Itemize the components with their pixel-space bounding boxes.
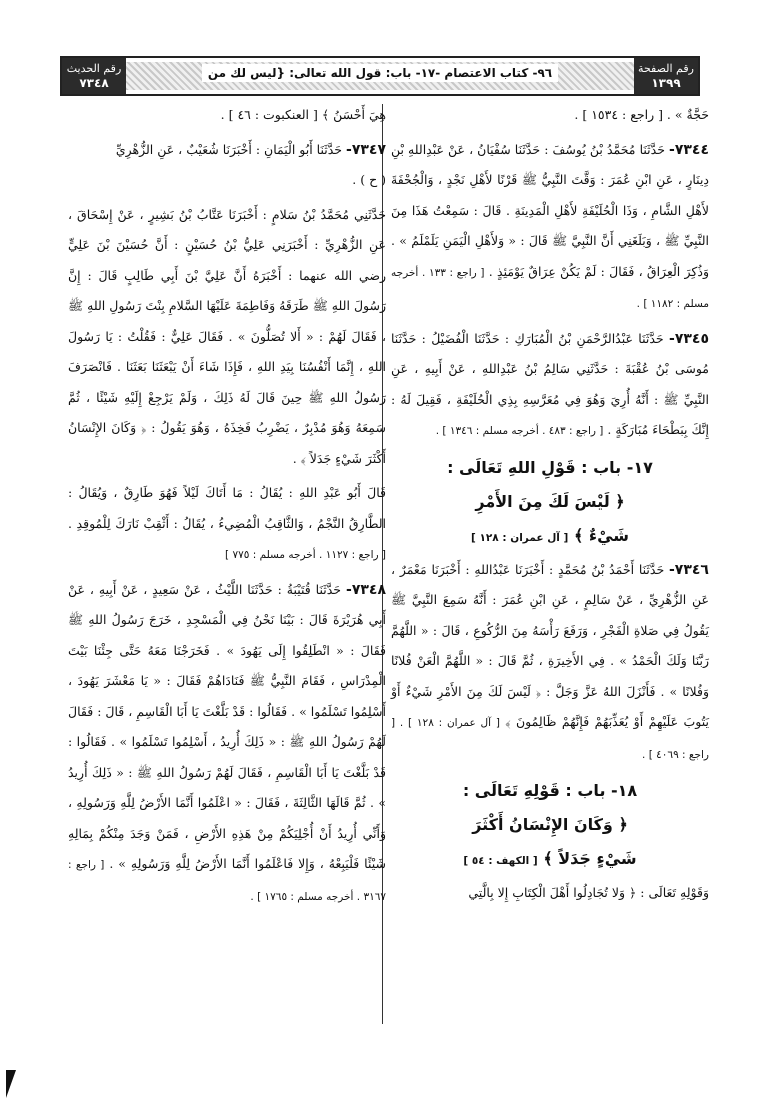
hadith-7348: [68, 575, 386, 913]
left-column: [68, 100, 386, 916]
hadith-number: ٧٣٤٨: [79, 76, 109, 90]
hadith-text-7347a: حَدَّثَنَا أَبُو الْيَمَانِ : أَخْبَرَنَا شُعَيْبٌ ، عَنِ الزُّهْرِيِّ: [115, 141, 343, 157]
corner-mark: [6, 1070, 16, 1098]
hadith-ref-7344: [ راجع : ١٣٣ . أخرجه مسلم : ١١٨٢ ] .: [391, 266, 709, 310]
abu-abdillah-note: [68, 478, 386, 571]
bab-18-verse-line1: ﴿ وَكَانَ الإِنْسَانُ أَكْثَرَ: [472, 815, 628, 834]
hadith-number-7348: ٧٣٤٨-: [346, 581, 386, 598]
abu-abdillah-ref: [ راجع : ١١٢٧ . أخرجه مسلم : ٧٧٥ ]: [225, 549, 386, 561]
bab-17-title: ١٧- باب : قَوْلِ اللهِ تَعَالَى :: [447, 457, 653, 477]
hadith-7347-ha: ( ح ) .: [352, 172, 386, 187]
right-column: [391, 100, 709, 909]
hadith-text-7346: حَدَّثَنَا أَحْمَدُ بْنُ مُحَمَّدٍ : أَخْبَرَنَا عَبْدُاللهِ : أَخْبَرَنَا مَعْمَرٌ ، عَنِ الزُّهْرِيِّ ، عَنْ سَالِمٍ ، عَنِ ابْنِ عُمَرَ : أَنَّهُ سَمِعَ النَّبِيَّ ﷺ يَقُولُ فِي صَلاةِ الْفَجْرِ ، وَرَفَعَ رَأْسَهُ مِنَ الرُّكُوعِ ، قَالَ : « اللَّهُمَّ رَبَّنَا وَلَكَ الْحَمْدُ » . فِي الأَخِيرَةِ ، ثُمَّ قَالَ : « اللَّهُمَّ الْعَنْ فُلانًا وَفُلانًا » . فَأَنْزَلَ اللهُ عَزَّ وَجَلَّ : ﴿ لَيْسَ لَكَ مِنَ الأَمْرِ شَيْءٌ أَوْ يَتُوبَ عَلَيْهِمْ أَوْ يُعَذِّبَهُمْ فَإِنَّهُمْ ظَالِمُونَ ﴾: [391, 561, 709, 729]
hadith-7347-chain-a: [68, 135, 386, 166]
hadith-number-7347: ٧٣٤٧-: [346, 141, 386, 158]
bab-17-heading: [391, 451, 709, 555]
page-number: ١٣٩٩: [651, 76, 681, 90]
hadith-ref-7348: [ راجع : ٣١٦٧ . أخرجه مسلم : ١٧٦٥ ] .: [68, 859, 386, 903]
continuation-text-left: هِيَ أَحْسَنُ ﴾ [ العنكبوت : ٤٦ ] .: [220, 107, 386, 122]
hadith-text-7348: حَدَّثَنَا قُتَيْبَةُ : حَدَّثَنَا اللَّيْثُ ، عَنْ سَعِيدٍ ، عَنْ أَبِيهِ ، عَنْ أَبِي هُرَيْرَةَ قَالَ : بَيْنَا نَحْنُ فِي الْمَسْجِدِ ، خَرَجَ رَسُولُ اللهِ ﷺ فَقَالَ : « انْطَلِقُوا إِلَى يَهُودَ » . فَخَرَجْنَا مَعَهُ حَتَّى جِئْنَا بَيْتَ الْمِدْرَاسِ ، فَقَامَ النَّبِيُّ ﷺ فَنَادَاهُمْ فَقَالَ : « يَا مَعْشَرَ يَهُودَ ، أَسْلِمُوا تَسْلَمُوا » . فَقَالُوا : قَدْ بَلَّغْتَ يَا أَبَا الْقَاسِمِ ، قَالَ : فَقَالَ لَهُمْ رَسُولُ اللهِ ﷺ : « ذَلِكَ أُرِيدُ ، أَسْلِمُوا تَسْلَمُوا » . فَقَالُوا : قَدْ بَلَّغْتَ يَا أَبَا الْقَاسِمِ ، فَقَالَ لَهُمْ رَسُولُ اللهِ ﷺ : « ذَلِكَ أُرِيدُ » . ثُمَّ قَالَهَا الثَّالِثَةَ ، فَقَالَ : « اعْلَمُوا أَنَّمَا الأَرْضُ لِلَّهِ وَرَسُولِهِ ، وَأَنِّي أُرِيدُ أَنْ أُجْلِيَكُمْ مِنْ هَذِهِ الأَرْضِ ، فَمَنْ وَجَدَ مِنْكُمْ بِمَالِهِ شَيْئًا فَلْيَبِعْهُ ، وَإِلا فَاعْلَمُوا أَنَّمَا الأَرْضُ لِلَّهِ وَرَسُولِهِ » .: [68, 581, 386, 871]
running-title: ٩٦- كتاب الاعتصام -١٧- باب: قول الله تعالى: {ليس لك من: [202, 64, 558, 82]
hadith-7344: [391, 135, 709, 320]
running-title-band: [126, 62, 634, 90]
hadith-number-box: [62, 58, 126, 94]
hadith-number-label: رقم الحديث: [66, 62, 122, 75]
page-number-box: [634, 58, 698, 94]
bab-18-text: وَقَوْلِهِ تَعَالَى : ﴿ وَلا تُجَادِلُوا أَهْلَ الْكِتَابِ إِلا بِالَّتِي: [468, 885, 709, 900]
hadith-7346: [391, 555, 709, 771]
hadith-text-7344: حَدَّثَنَا مُحَمَّدُ بْنُ يُوسُفَ : حَدَّثَنَا سُفْيَانُ ، عَنْ عَبْدِاللهِ بْنِ دِينَارٍ ، عَنِ ابْنِ عُمَرَ : وَقَّتَ النَّبِيُّ ﷺ قَرْنًا لأَهْلِ نَجْدٍ ، وَالْجُحْفَةَ لأَهْلِ الشَّامِ ، وَذَا الْحُلَيْفَةِ لأَهْلِ الْمَدِينَةِ . قَالَ : سَمِعْتُ هَذَا مِنَ النَّبِيِّ ﷺ ، وَبَلَغَنِي أَنَّ النَّبِيَّ ﷺ قَالَ : « وَلأَهْلِ الْيَمَنِ يَلَمْلَمُ » . وَذُكِرَ الْعِرَاقُ ، فَقَالَ : لَمْ يَكُنْ عِرَاقٌ يَوْمَئِذٍ .: [391, 141, 709, 279]
hadith-ref-7346: [ آل عمران : ١٢٨ ] . [ راجع : ٤٠٦٩ ] .: [391, 717, 709, 761]
bab-18-verse-line2: شَيْءٍ جَدَلاً ﴾: [543, 849, 637, 868]
hadith-number-7346: ٧٣٤٦-: [668, 561, 709, 578]
hadith-number-7345: ٧٣٤٥-: [669, 330, 709, 347]
hadith-ref-7345: [ راجع : ٤٨٣ . أخرجه مسلم : ١٣٤٦ ] .: [435, 425, 604, 437]
hadith-number-7344: ٧٣٤٤-: [669, 141, 709, 158]
page-header: [60, 56, 700, 96]
page-number-label: رقم الصفحة: [638, 62, 694, 75]
hadith-text-7345: حَدَّثَنَا عَبْدُالرَّحْمَنِ بْنُ الْمُبَارَكِ : حَدَّثَنَا الْفُضَيْلُ : حَدَّثَنَا مُوسَى بْنُ عُقْبَةَ : حَدَّثَنِي سَالِمُ بْنُ عَبْدِاللهِ ، عَنْ أَبِيهِ ، عَنِ النَّبِيِّ ﷺ : أَنَّهُ أُرِيَ وَهُوَ فِي مُعَرَّسِهِ بِذِي الْحُلَيْفَةِ ، فَقِيلَ لَهُ : إِنَّكَ بِبَطْحَاءَ مُبَارَكَةٍ .: [391, 330, 709, 437]
continuation-text: حَجَّةٌ » . [ راجع : ١٥٣٤ ] .: [574, 107, 709, 122]
abu-abdillah-text: قَالَ أَبُو عَبْدِ اللهِ : يُقَالُ : مَا أَتَاكَ لَيْلاً فَهُوَ طَارِقٌ ، وَيُقَالُ : الطَّارِقُ النَّجْمُ ، وَالثَّاقِبُ الْمُضِيءُ ، يُقَالُ : أَثْقِبْ نَارَكَ لِلْمُوقِدِ .: [68, 485, 386, 531]
bab-17-ref: [ آل عمران : ١٢٨ ]: [471, 531, 569, 544]
bab-17-verse-line2: شَيْءٌ ﴾: [573, 525, 629, 545]
hadith-7345: [391, 324, 709, 447]
bab-18-title: ١٨- باب : قَوْلِهِ تَعَالَى :: [462, 781, 638, 800]
bab-18-ref: [ الكهف : ٥٤ ]: [463, 855, 538, 867]
hadith-text-7347b: حَدَّثَنِي مُحَمَّدُ بْنُ سَلامٍ : أَخْبَرَنَا عَتَّابُ بْنُ بَشِيرٍ ، عَنْ إِسْحَاقَ ، عَنِ الزُّهْرِيِّ : أَخْبَرَنِي عَلِيُّ بْنُ حُسَيْنٍ : أَنَّ حُسَيْنَ بْنَ عَلِيٍّ رضي الله عنهما : أَخْبَرَهُ أَنَّ عَلِيَّ بْنَ أَبِي طَالِبٍ قَالَ : إِنَّ رَسُولَ اللهِ ﷺ طَرَقَهُ وَفَاطِمَةَ عَلَيْهَا السَّلامِ بِنْتَ رَسُولِ اللهِ ﷺ ، فَقَالَ لَهُمْ : « أَلا تُصَلُّونَ » . فَقَالَ عَلِيٌّ : فَقُلْتُ : يَا رَسُولَ اللهِ ، إِنَّمَا أَنْفُسُنَا بِيَدِ اللهِ ، فَإِذَا شَاءَ أَنْ يَبْعَثَنَا بَعَثَنَا . فَانْصَرَفَ رَسُولُ اللهِ ﷺ حِينَ قَالَ لَهُ ذَلِكَ ، وَلَمْ يَرْجِعْ إِلَيْهِ شَيْئًا ، ثُمَّ سَمِعَهُ وَهُوَ مُدْبِرٌ ، يَضْرِبُ فَخِذَهُ ، وَهُوَ يَقُولُ : ﴿ وَكَانَ الإِنْسَانُ أَكْثَرَ شَيْءٍ جَدَلاً ﴾ .: [68, 206, 386, 466]
bab-17-verse-line1: ﴿ لَيْسَ لَكَ مِنَ الأَمْرِ: [475, 491, 625, 511]
bab-18-heading: [391, 774, 709, 878]
